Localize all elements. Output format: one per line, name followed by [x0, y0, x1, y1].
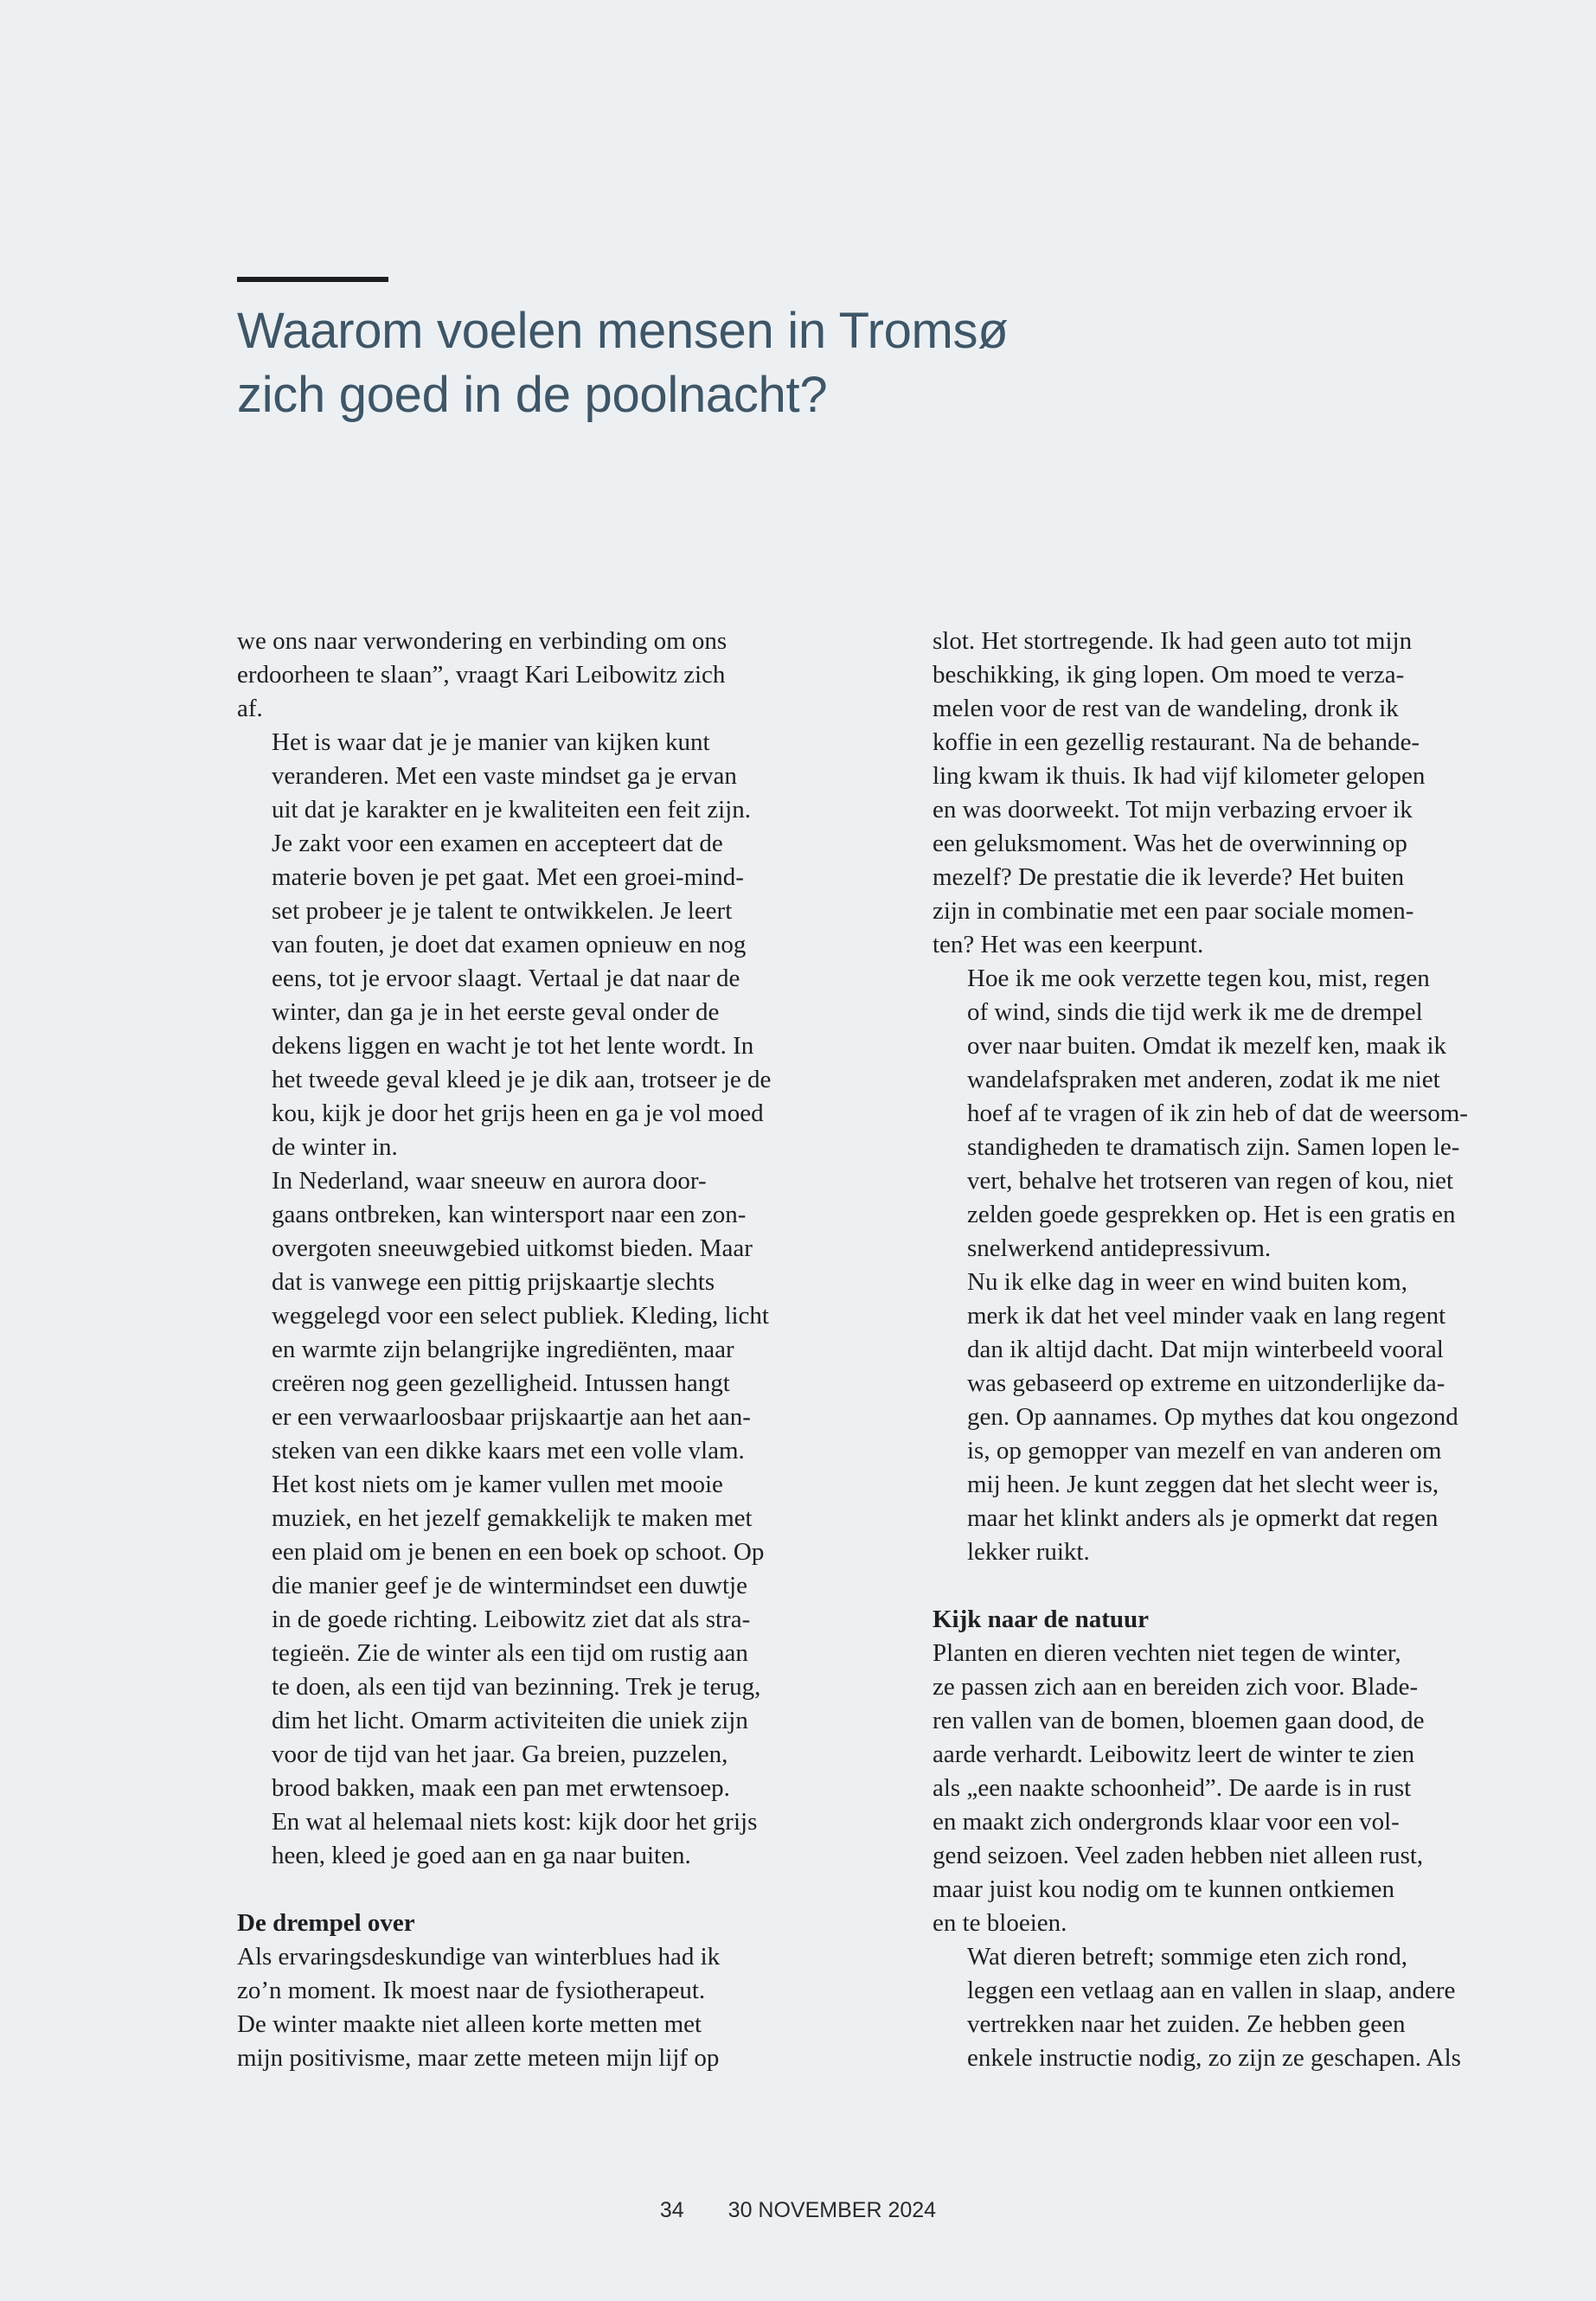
text-line: melen voor de rest van de wandeling, dronk ik: [933, 695, 1399, 722]
paragraph: [933, 625, 1486, 962]
text-line: kou, kijk je door het grijs heen en ga je vol moed: [272, 1099, 764, 1127]
text-line: En wat al helemaal niets kost: kijk door het grijs: [272, 1808, 758, 1836]
article-title-line: zich goed in de poolnacht?: [237, 367, 828, 423]
text-line: Nu ik elke dag in weer en wind buiten kom,: [967, 1268, 1407, 1296]
text-line: een geluksmoment. Was het de overwinning op: [933, 830, 1407, 857]
text-line: tegieën. Zie de winter als een tijd om rustig aan: [272, 1639, 748, 1667]
text-line: het tweede geval kleed je je dik aan, trotseer je de: [272, 1066, 772, 1093]
text-line: winter, dan ga je in het eerste geval onder de: [272, 998, 720, 1026]
text-line: eens, tot je ervoor slaagt. Vertaal je dat naar de: [272, 965, 740, 992]
text-line: ze passen zich aan en bereiden zich voor. Blade-: [933, 1673, 1419, 1701]
text-line: brood bakken, maak een pan met erwtensoep.: [272, 1774, 730, 1802]
text-line: en te bloeien.: [933, 1909, 1067, 1937]
text-line: heen, kleed je goed aan en ga naar buiten.: [272, 1842, 691, 1869]
text-line: als „een naakte schoonheid”. De aarde is in rust: [933, 1774, 1412, 1802]
paragraph: [933, 962, 1486, 1266]
text-line: gaans ontbreken, kan wintersport naar een zon-: [272, 1201, 747, 1228]
text-line: voor de tijd van het jaar. Ga breien, puzzelen,: [272, 1740, 728, 1768]
text-line: mij heen. Je kunt zeggen dat het slecht weer is,: [967, 1471, 1439, 1498]
right-column: [933, 625, 1486, 2075]
paragraph: [237, 726, 791, 1164]
text-line: de winter in.: [272, 1133, 398, 1161]
text-line: af.: [237, 695, 263, 722]
text-line: erdoorheen te slaan”, vraagt Kari Leibowitz zich: [237, 661, 726, 689]
text-line: materie boven je pet gaat. Met een groei-mind-: [272, 863, 744, 891]
text-line: merk ik dat het veel minder vaak en lang regent: [967, 1302, 1446, 1330]
text-line: zo’n moment. Ik moest naar de fysiotherapeut.: [237, 1977, 706, 2004]
text-line: muziek, en het jezelf gemakkelijk te maken met: [272, 1504, 753, 1532]
text-line: vert, behalve het trotseren van regen of kou, niet: [967, 1167, 1454, 1195]
text-line: dim het licht. Omarm activiteiten die uniek zijn: [272, 1707, 748, 1734]
article-title: [237, 299, 1275, 427]
text-line: Als ervaringsdeskundige van winterblues had ik: [237, 1943, 721, 1971]
text-line: overgoten sneeuwgebied uitkomst bieden. Maar: [272, 1234, 753, 1262]
text-line: Het is waar dat je je manier van kijken kunt: [272, 728, 710, 756]
text-line: wandelafspraken met anderen, zodat ik me niet: [967, 1066, 1440, 1093]
text-line: In Nederland, waar sneeuw en aurora door-: [272, 1167, 707, 1195]
paragraph: [933, 1637, 1486, 1940]
text-line: er een verwaarloosbaar prijskaartje aan het aan-: [272, 1403, 751, 1431]
paragraph: [237, 1164, 791, 1873]
text-line: ren vallen van de bomen, bloemen gaan dood, de: [933, 1707, 1425, 1734]
text-line: enkele instructie nodig, zo zijn ze geschapen. Als: [967, 2044, 1461, 2072]
left-column: [237, 625, 791, 2075]
text-line: slot. Het stortregende. Ik had geen auto tot mijn: [933, 627, 1413, 655]
text-line: koffie in een gezellig restaurant. Na de behande-: [933, 728, 1420, 756]
text-line: lekker ruikt.: [967, 1538, 1090, 1566]
text-line: weggelegd voor een select publiek. Kleding, licht: [272, 1302, 769, 1330]
text-line: Planten en dieren vechten niet tegen de winter,: [933, 1639, 1401, 1667]
text-line: beschikking, ik ging lopen. Om moed te verza-: [933, 661, 1405, 689]
text-line: steken van een dikke kaars met een volle vlam.: [272, 1437, 745, 1465]
text-line: die manier geef je de wintermindset een duwtje: [272, 1572, 747, 1599]
page-footer: [0, 2197, 1596, 2223]
text-line: zijn in combinatie met een paar sociale momen-: [933, 897, 1414, 925]
text-line: uit dat je karakter en je kwaliteiten een feit zijn.: [272, 796, 751, 824]
text-line: maar het klinkt anders als je opmerkt dat regen: [967, 1504, 1439, 1532]
text-line: mijn positivisme, maar zette meteen mijn lijf op: [237, 2044, 720, 2072]
text-line: en warmte zijn belangrijke ingrediënten, maar: [272, 1336, 734, 1363]
text-line: ten? Het was een keerpunt.: [933, 931, 1204, 958]
text-line: zelden goede gesprekken op. Het is een gratis en: [967, 1201, 1456, 1228]
text-line: Hoe ik me ook verzette tegen kou, mist, regen: [967, 965, 1430, 992]
text-line: gend seizoen. Veel zaden hebben niet alleen rust,: [933, 1842, 1424, 1869]
paragraph: [237, 1940, 791, 2075]
text-line: Je zakt voor een examen en accepteert dat de: [272, 830, 723, 857]
paragraph: [237, 625, 791, 726]
text-line: veranderen. Met een vaste mindset ga je ervan: [272, 762, 737, 790]
text-line: in de goede richting. Leibowitz ziet dat als stra-: [272, 1606, 751, 1633]
text-line: is, op gemopper van mezelf en van anderen om: [967, 1437, 1442, 1465]
text-line: standigheden te dramatisch zijn. Samen lopen le-: [967, 1133, 1460, 1161]
text-line: gen. Op aannames. Op mythes dat kou ongezond: [967, 1403, 1458, 1431]
text-line: ling kwam ik thuis. Ik had vijf kilometer gelopen: [933, 762, 1426, 790]
text-line: Het kost niets om je kamer vullen met mooie: [272, 1471, 723, 1498]
text-line: dekens liggen en wacht je tot het lente wordt. In: [272, 1032, 754, 1060]
title-rule: [237, 277, 388, 282]
page-number: 34: [659, 2198, 684, 2222]
text-line: set probeer je je talent te ontwikkelen. Je leert: [272, 897, 733, 925]
text-line: leggen een vetlaag aan en vallen in slaap, andere: [967, 1977, 1456, 2004]
text-line: was gebaseerd op extreme en uitzonderlijke da-: [967, 1369, 1445, 1397]
paragraph: [933, 1266, 1486, 1569]
paragraph: [933, 1940, 1486, 2075]
text-line: vertrekken naar het zuiden. Ze hebben geen: [967, 2010, 1406, 2038]
text-line: dat is vanwege een pittig prijskaartje slechts: [272, 1268, 715, 1296]
issue-date: 30 NOVEMBER 2024: [727, 2198, 937, 2222]
section-heading: Kijk naar de natuur: [933, 1606, 1150, 1633]
text-line: of wind, sinds die tijd werk ik me de drempel: [967, 998, 1423, 1026]
text-line: hoef af te vragen of ik zin heb of dat de weersom-: [967, 1099, 1468, 1127]
text-line: van fouten, je doet dat examen opnieuw en nog: [272, 931, 747, 958]
text-line: mezelf? De prestatie die ik leverde? Het buiten: [933, 863, 1405, 891]
text-line: aarde verhardt. Leibowitz leert de winter te zien: [933, 1740, 1415, 1768]
text-line: te doen, als een tijd van bezinning. Trek je terug,: [272, 1673, 761, 1701]
text-line: en was doorweekt. Tot mijn verbazing ervoer ik: [933, 796, 1413, 824]
text-line: Wat dieren betreft; sommige eten zich rond,: [967, 1943, 1408, 1971]
text-line: een plaid om je benen en een boek op schoot. Op: [272, 1538, 765, 1566]
text-line: over naar buiten. Omdat ik mezelf ken, maak ik: [967, 1032, 1447, 1060]
text-line: maar juist kou nodig om te kunnen ontkiemen: [933, 1875, 1394, 1903]
text-line: we ons naar verwondering en verbinding om ons: [237, 627, 727, 655]
text-line: creëren nog geen gezelligheid. Intussen hangt: [272, 1369, 730, 1397]
text-line: en maakt zich ondergronds klaar voor een vol-: [933, 1808, 1400, 1836]
text-line: dan ik altijd dacht. Dat mijn winterbeeld vooral: [967, 1336, 1444, 1363]
article-title-line: Waarom voelen mensen in Tromsø: [237, 303, 1009, 359]
text-line: snelwerkend antidepressivum.: [967, 1234, 1272, 1262]
text-line: De winter maakte niet alleen korte metten met: [237, 2010, 702, 2038]
section-heading: De drempel over: [237, 1909, 415, 1937]
